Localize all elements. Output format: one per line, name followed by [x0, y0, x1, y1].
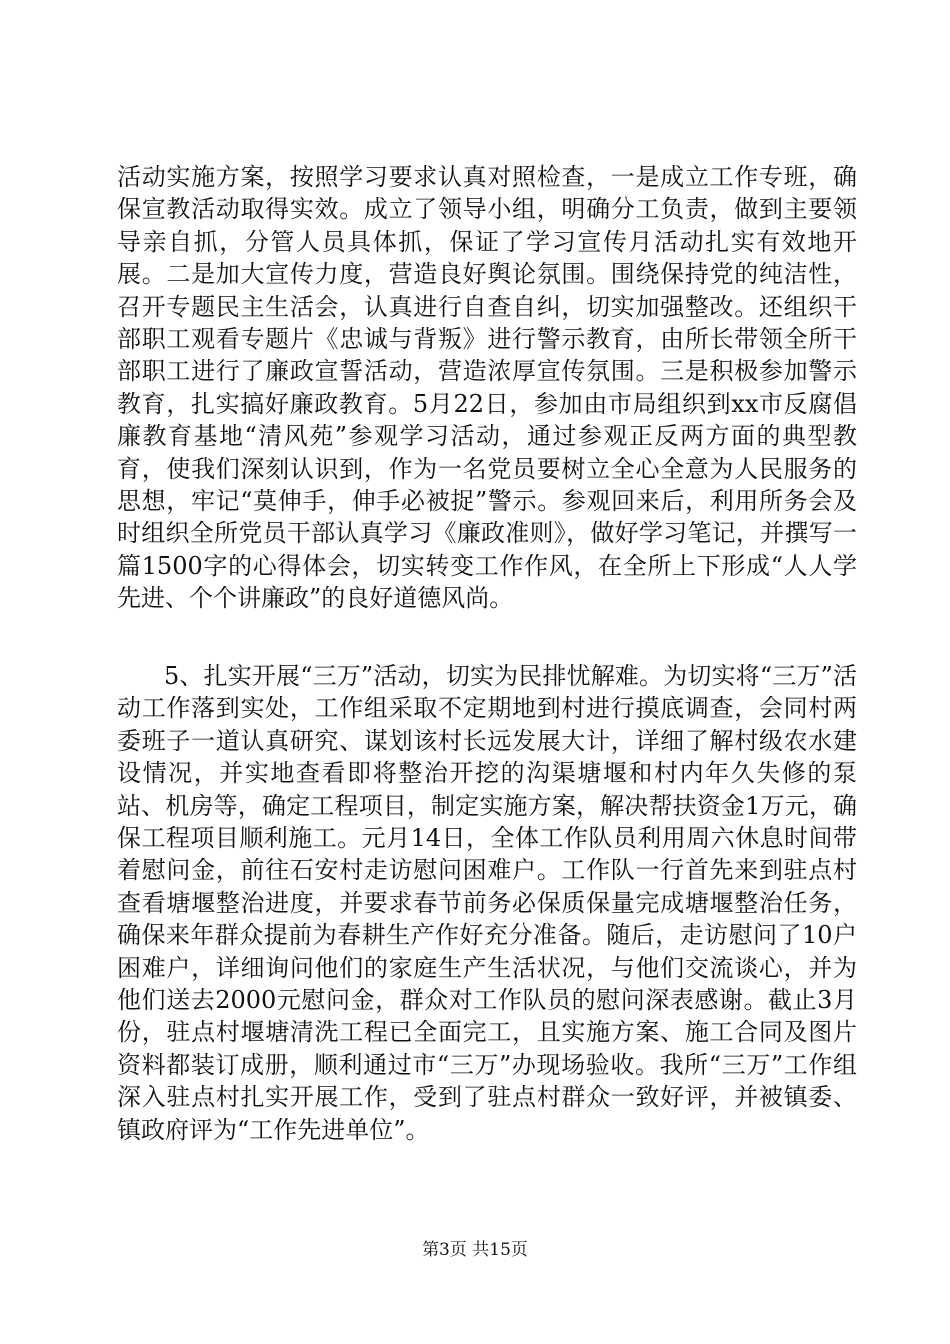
page-number-footer: 第3页 共15页	[422, 1240, 528, 1260]
body-paragraph-2: 5、扎实开展“三万”活动，切实为民排忧解难。为切实将“三万”活动工作落到实处，工作组采取不定期地到村进行摸底调查，会同村两委班子一道认真研究、谋划该村长远发展大计，详细了解村级农水建设情况，并实地查看即将整治开挖的沟渠塘堰和村内年久失修的泵站、机房等，确定工程项目，制定实施方案，解决帮扶资金1万元，确保工程项目顺利施工。元月14日，全体工作队员利用周六休息时间带着慰问金，前往石安村走访慰问困难户。工作队一行首先来到驻点村查看塘堰整治进度，并要求春节前务必保质保量完成塘堰整治任务，确保来年群众提前为春耕生产作好充分准备。随后，走访慰问了10户困难户，详细询问他们的家庭生产生活状况，与他们交流谈心，并为他们送去2000元慰问金，群众对工作队员的慰问深表感谢。截止3月份，驻点村堰塘清洗工程已全面完工，且实施方案、施工合同及图片资料都装订成册，顺利通过市“三万”办现场验收。我所“三万”工作组深入驻点村扎实开展工作，受到了驻点村群众一致好评，并被镇委、镇政府评为“工作先进单位”。	[117, 662, 857, 1144]
body-paragraph-1: 活动实施方案，按照学习要求认真对照检查，一是成立工作专班，确保宣教活动取得实效。成立了领导小组，明确分工负责，做到主要领导亲自抓，分管人员具体抓，保证了学习宣传月活动扎实有效地开展。二是加大宣传力度，营造良好舆论氛围。围绕保持党的纯洁性，召开专题民主生活会，认真进行自查自纠，切实加强整改。还组织干部职工观看专题片《忠诚与背叛》进行警示教育，由所长带领全所干部职工进行了廉政宣誓活动，营造浓厚宣传氛围。三是积极参加警示教育，扎实搞好廉政教育。5月22日，参加由市局组织到xx市反腐倡廉教育基地“清风苑”参观学习活动，通过参观正反两方面的典型教育，使我们深刻认识到，作为一名党员要树立全心全意为人民服务的思想，牢记“莫伸手，伸手必被捉”警示。参观回来后，利用所务会及时组织全所党员干部认真学习《廉政准则》，做好学习笔记，并撰写一篇1500字的心得体会，切实转变工作作风，在全所上下形成“人人学先进、个个讲廉政”的良好道德风尚。	[117, 163, 857, 613]
